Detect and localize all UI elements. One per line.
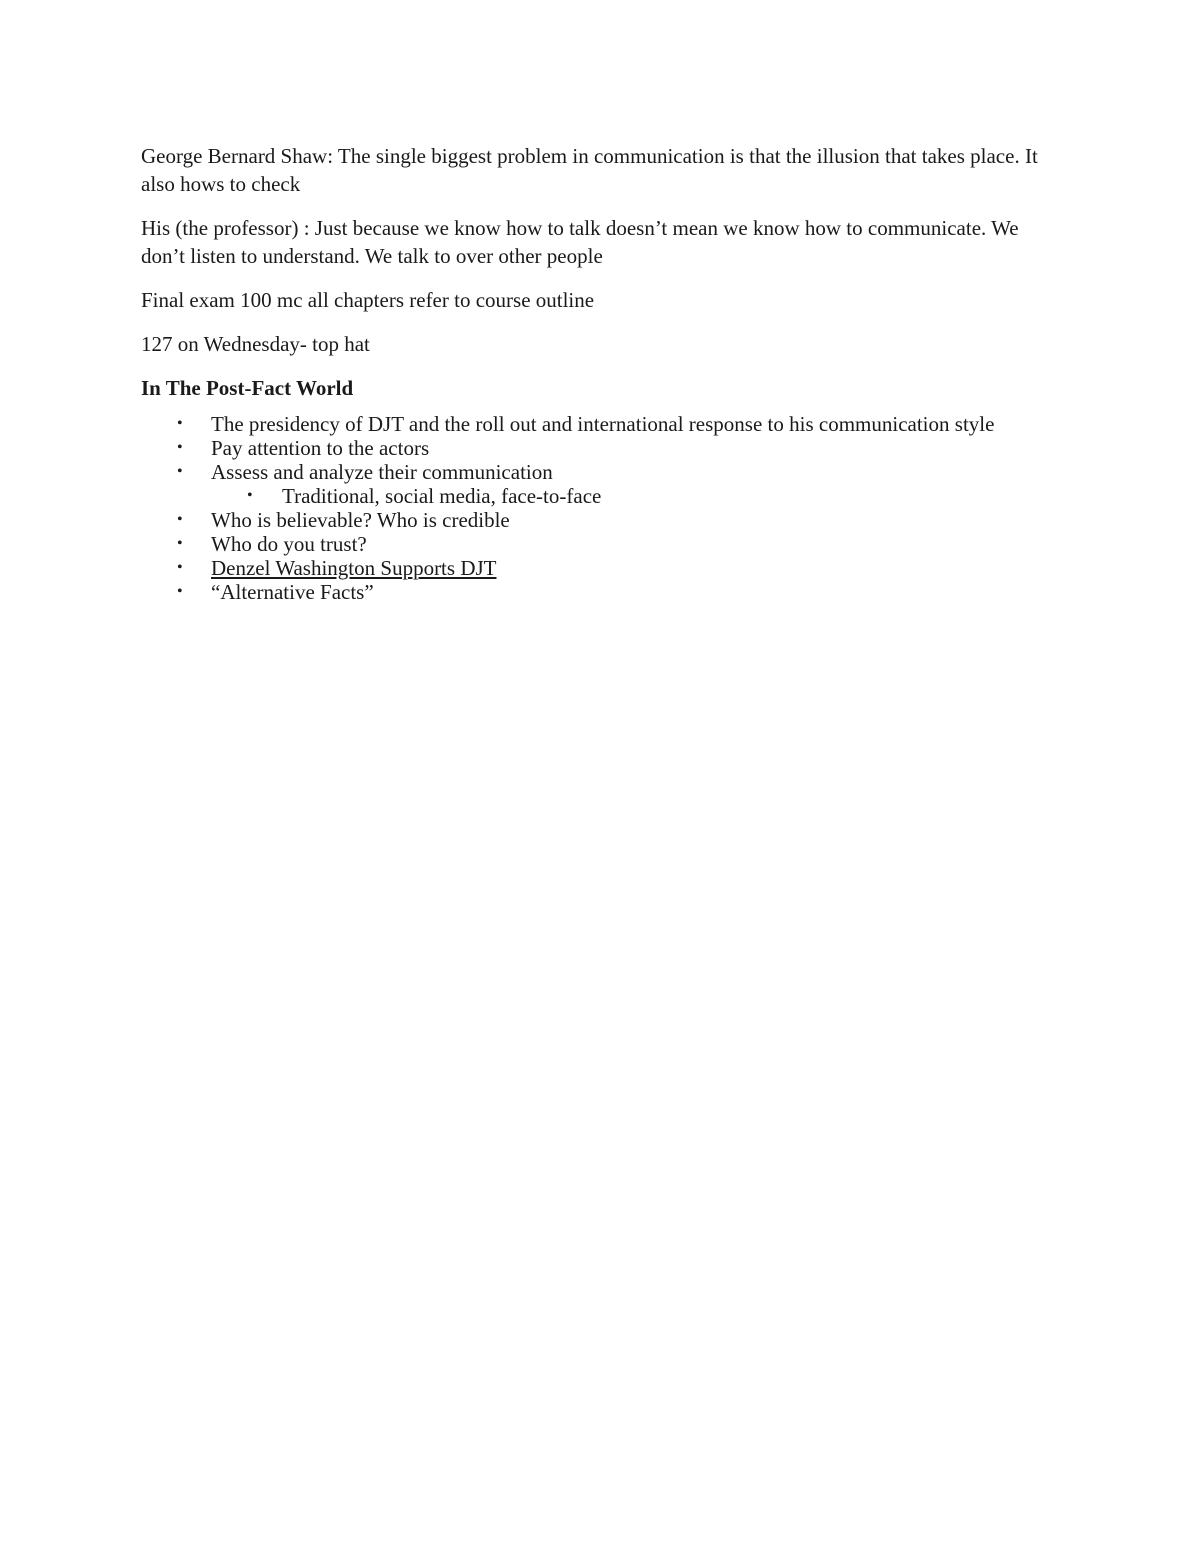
list-item bbox=[141, 436, 1061, 460]
paragraph-professor-quote: His (the professor) : Just because we know how to talk doesn’t mean we know how to communicate. We don’t listen to understand. We talk to over other people bbox=[141, 216, 1019, 268]
list-item bbox=[141, 508, 1061, 532]
list-item-text: Pay attention to the actors bbox=[211, 436, 430, 460]
bullet-icon: • bbox=[177, 583, 183, 600]
list-item bbox=[141, 460, 1061, 484]
paragraph-final-exam: Final exam 100 mc all chapters refer to course outline bbox=[141, 288, 595, 312]
paragraph-shaw-quote: George Bernard Shaw: The single biggest problem in communication is that the illusion that takes place. It also hows to check bbox=[141, 144, 1038, 196]
bullet-icon: • bbox=[177, 463, 183, 480]
bullet-icon: • bbox=[177, 535, 183, 552]
list-item-text: Assess and analyze their communication bbox=[211, 460, 553, 484]
list-item bbox=[141, 580, 1061, 604]
bullet-icon: • bbox=[247, 487, 253, 504]
denzel-washington-link[interactable]: Denzel Washington Supports DJT bbox=[211, 556, 497, 580]
bullet-icon: • bbox=[177, 415, 183, 432]
bullet-icon: • bbox=[177, 511, 183, 528]
list-item-text: The presidency of DJT and the roll out and international response to his communication style bbox=[211, 412, 995, 436]
list-item-text: Who do you trust? bbox=[211, 532, 367, 556]
list-item bbox=[141, 532, 1061, 556]
list-item bbox=[141, 556, 1061, 580]
bullet-icon: • bbox=[177, 559, 183, 576]
list-item-text: “Alternative Facts” bbox=[211, 580, 374, 604]
bullet-icon: • bbox=[177, 439, 183, 456]
document-body bbox=[141, 142, 1061, 604]
section-heading: In The Post-Fact World bbox=[141, 376, 354, 400]
list-item-text: Who is believable? Who is credible bbox=[211, 508, 510, 532]
list-item bbox=[141, 412, 1061, 436]
paragraph-top-hat: 127 on Wednesday- top hat bbox=[141, 332, 370, 356]
sub-list-item bbox=[141, 484, 1061, 508]
list-item-text: Traditional, social media, face-to-face bbox=[282, 484, 602, 508]
bullet-list bbox=[141, 412, 1061, 604]
